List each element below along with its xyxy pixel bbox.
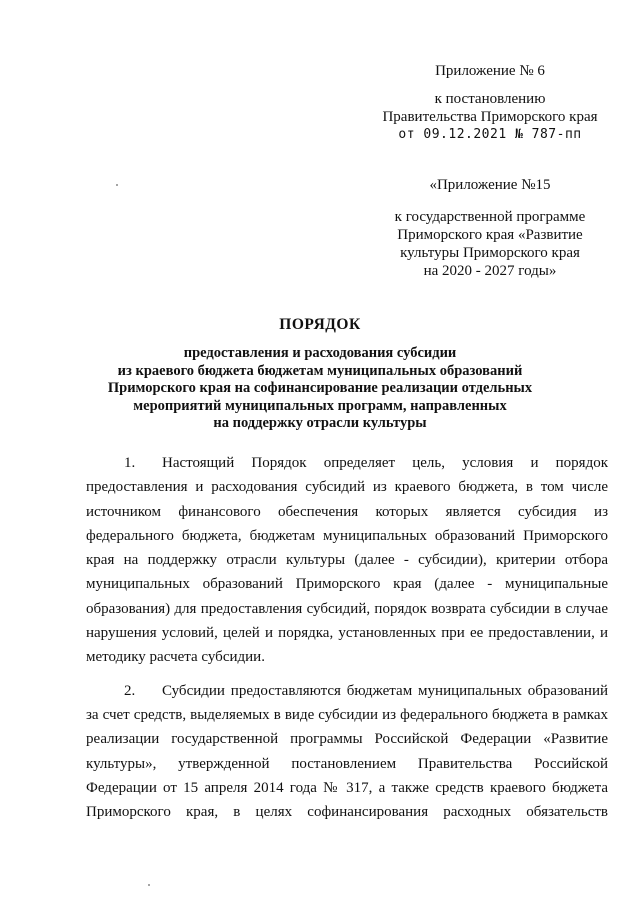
document-title: ПОРЯДОК xyxy=(279,316,361,333)
program-appendix-header xyxy=(370,176,610,280)
subtitle-line: мероприятий муниципальных программ, направленных xyxy=(133,397,507,414)
appendix-line: Правительства Приморского края xyxy=(382,109,598,125)
paragraph xyxy=(86,679,608,825)
subtitle-line: на поддержку отрасли культуры xyxy=(213,415,427,431)
program-appendix-title: «Приложение №15 xyxy=(429,177,551,193)
document-subtitle xyxy=(80,345,560,433)
program-appendix-line: к государственной программе xyxy=(394,209,586,225)
subtitle-line: Приморского края на софинансирование реализации отдельных xyxy=(107,380,533,396)
scan-speck xyxy=(116,184,118,186)
subtitle-line: из краевого бюджета бюджетам муниципальных образований xyxy=(117,362,523,379)
document-body xyxy=(86,451,608,824)
decree-date-stamp: от 09.12.2021 № 787-пп xyxy=(398,127,582,142)
paragraph-number: 2. xyxy=(124,682,136,699)
appendix-line: к постановлению xyxy=(434,91,546,107)
program-appendix-line: культуры Приморского края xyxy=(400,245,580,261)
scan-speck xyxy=(148,884,150,886)
paragraph-text: Субсидии предоставляются бюджетам муниципальных образований за счет средств, выделяемых в виде субсидии из федерального бюджета в рамках реализации государственной программы Российской Федерации «Развитие культуры», утвержденной постановлением Правительства Российской Федерации от 15 апреля 2014 года № 317, а также средств краевого бюджета Приморского края, в целях софинансирования расходных обязательств xyxy=(86,682,608,821)
paragraph-text: Настоящий Порядок определяет цель, условия и порядок предоставления и расходования субсидий из краевого бюджета, в том числе источником финансового обеспечения которых является субсидия из федерального бюджета, бюджетам муниципальных образований Приморского края на поддержку отрасли культуры (далее - субсидии), критерии отбора муниципальных образований Приморского края (далее - муниципальные образования) для предоставления субсидий, порядок возврата субсидии в случае нарушения условий, целей и порядка, установленных при ее предоставлении, и методику расчета субсидии. xyxy=(86,455,608,666)
paragraph-number: 1. xyxy=(124,455,136,471)
appendix-title: Приложение № 6 xyxy=(435,63,545,79)
appendix-header xyxy=(360,62,620,144)
subtitle-line: предоставления и расходования субсидии xyxy=(183,345,457,361)
program-appendix-line: на 2020 - 2027 годы» xyxy=(423,263,557,279)
program-appendix-line: Приморского края «Развитие xyxy=(397,227,583,243)
paragraph xyxy=(86,451,608,670)
